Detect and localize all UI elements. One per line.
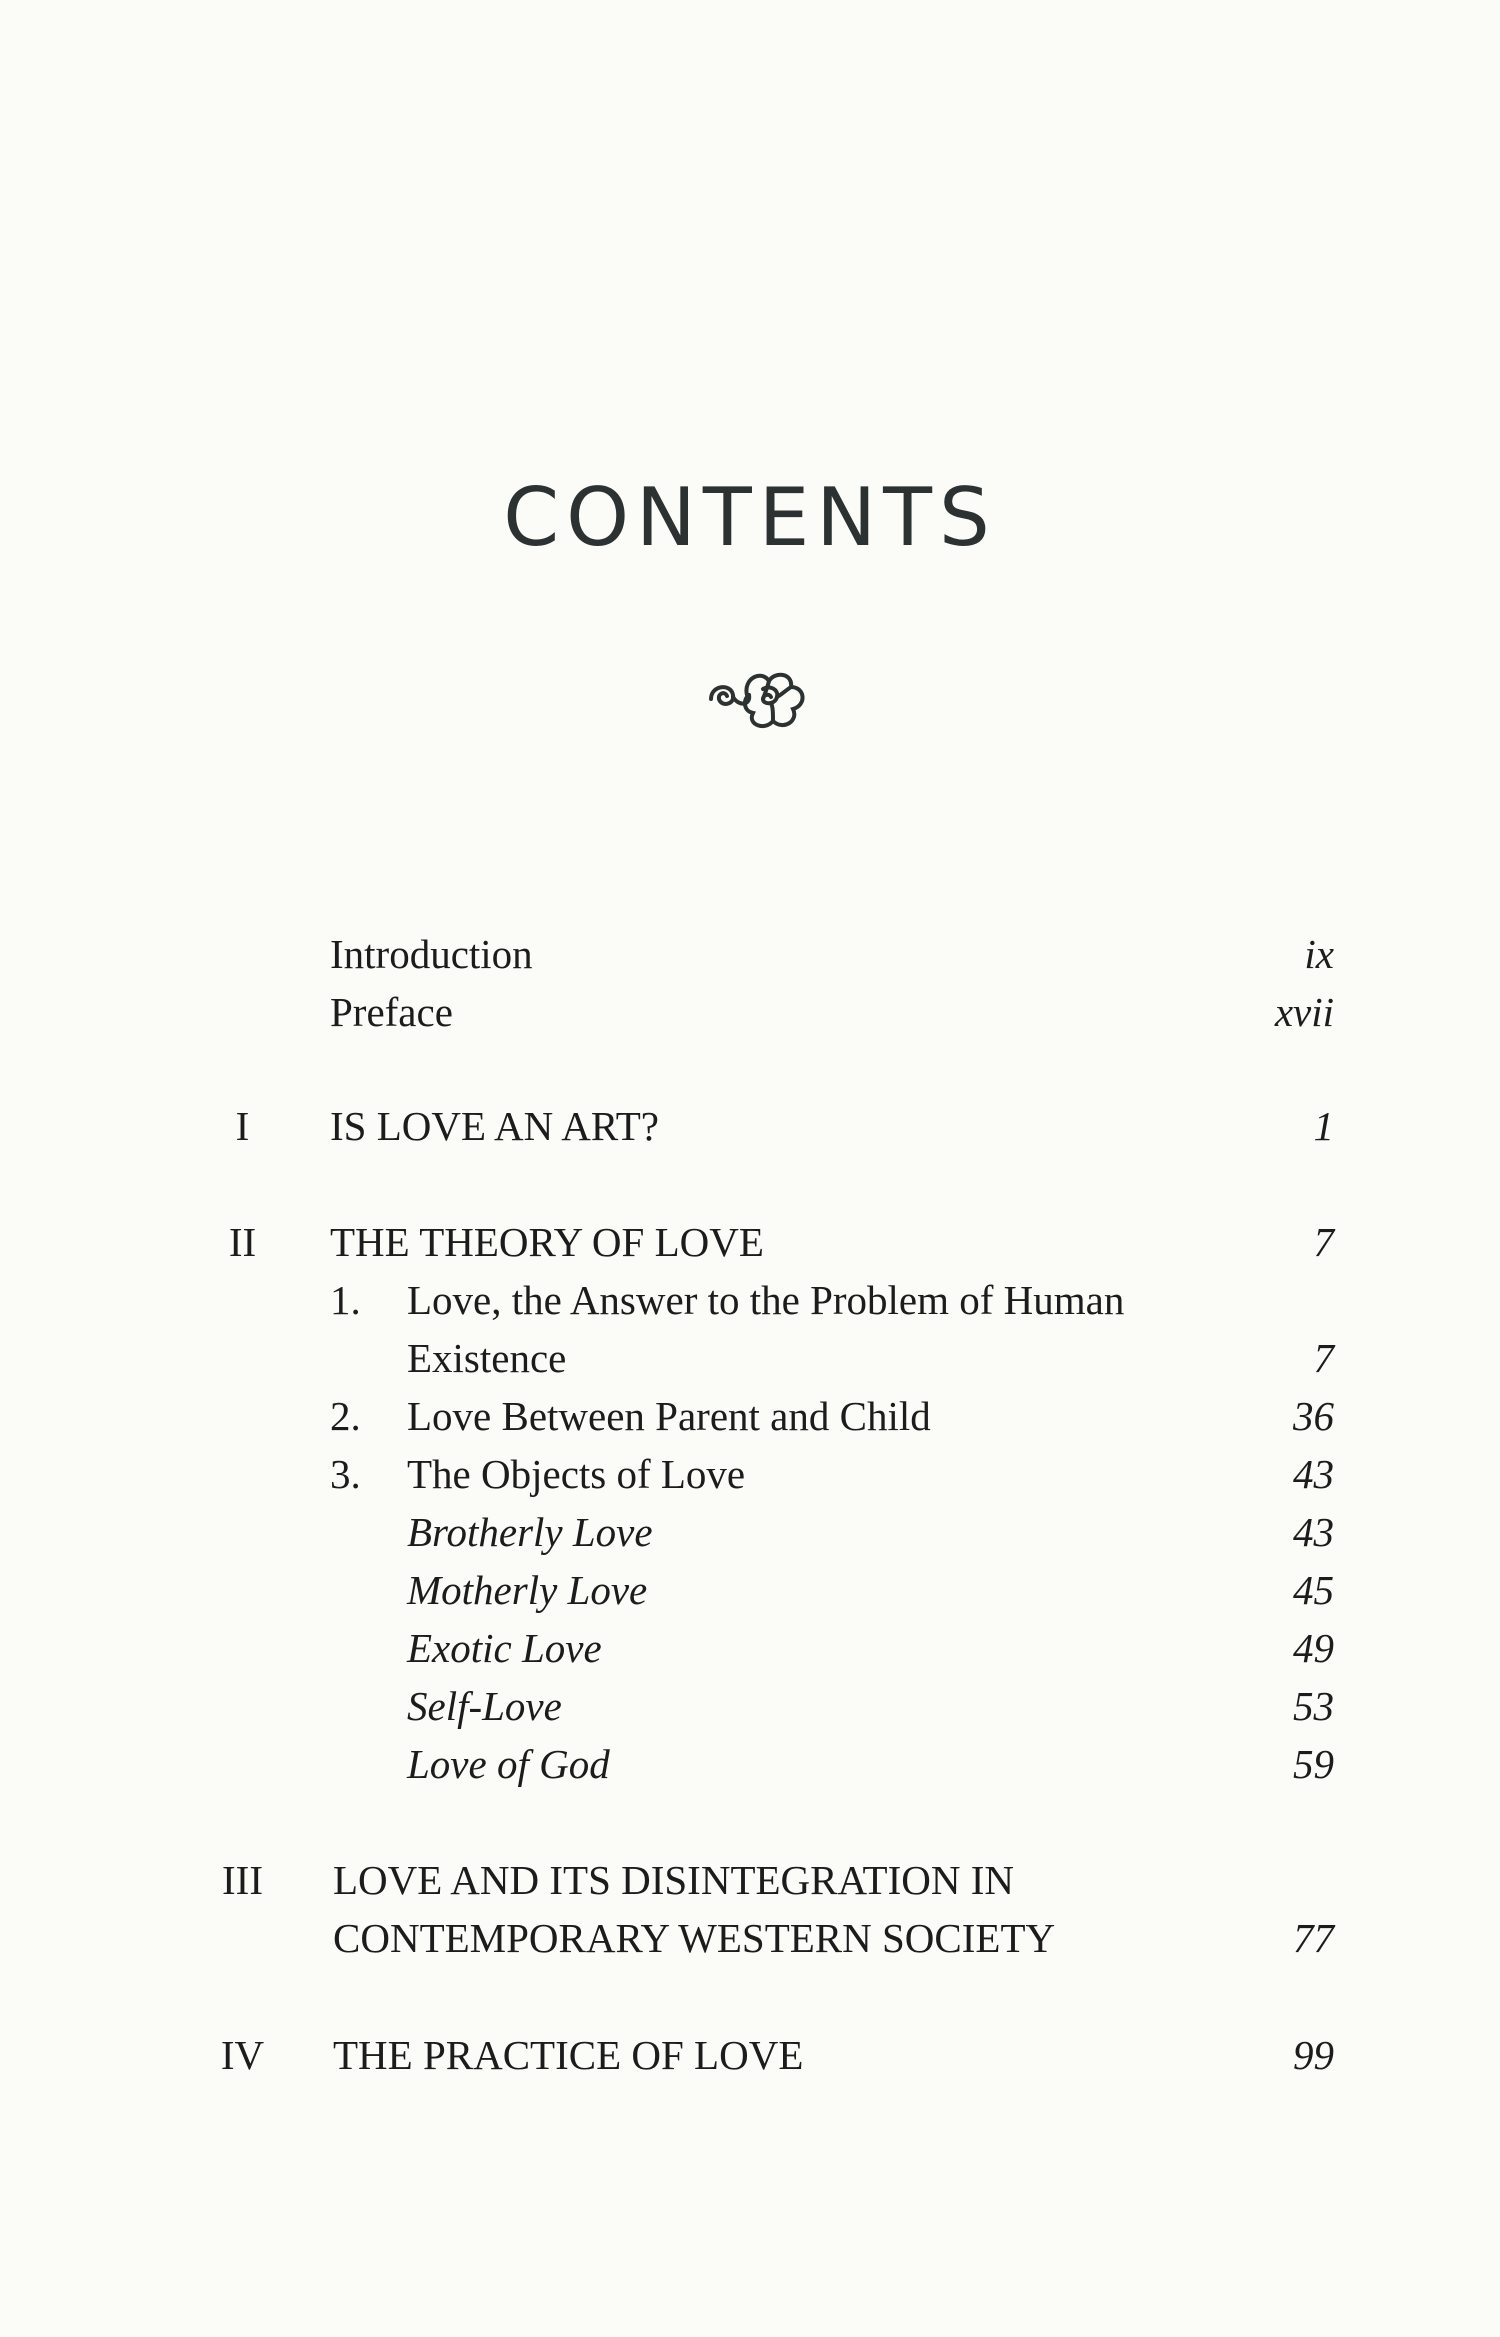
page-number: 7	[1313, 1335, 1334, 1381]
toc-item-label: Introduction	[330, 931, 533, 977]
toc-item-label: Preface	[330, 989, 453, 1035]
toc-subsection-brotherly-love[interactable]: Brotherly Love	[407, 1509, 653, 1555]
toc-section-2-1[interactable]: Love, the Answer to the Problem of Human	[407, 1277, 1125, 1323]
toc-item-preface[interactable]	[330, 983, 453, 1041]
toc-chapter-3[interactable]: LOVE AND ITS DISINTEGRATION IN	[333, 1857, 1014, 1903]
toc-subsection-self-love[interactable]: Self-Love	[407, 1683, 562, 1729]
section-number: 2.	[330, 1393, 361, 1439]
chapter-numeral: II	[228, 1219, 257, 1265]
page-number: 77	[1293, 1915, 1334, 1961]
page-number: 36	[1293, 1393, 1334, 1439]
page-number: 59	[1293, 1741, 1334, 1787]
toc-section-2-1-cont[interactable]: Existence	[407, 1335, 567, 1381]
page-number: 53	[1293, 1683, 1334, 1729]
toc-subsection-love-of-god[interactable]: Love of God	[407, 1741, 610, 1787]
toc-item-introduction[interactable]	[330, 925, 533, 983]
toc-section-2-2[interactable]: Love Between Parent and Child	[407, 1393, 931, 1439]
floral-ornament-icon	[703, 655, 823, 735]
section-number: 1.	[330, 1277, 361, 1323]
page-title: CONTENTS	[503, 471, 997, 564]
page-number: ix	[1304, 931, 1334, 977]
toc-chapter-3-cont[interactable]: CONTEMPORARY WESTERN SOCIETY	[333, 1915, 1056, 1961]
page-number: 43	[1293, 1451, 1334, 1497]
chapter-numeral: IV	[220, 2032, 265, 2078]
section-number: 3.	[330, 1451, 361, 1497]
toc-chapter-2[interactable]: THE THEORY OF LOVE	[330, 1219, 764, 1265]
page-number: 7	[1313, 1219, 1334, 1265]
page-number: 1	[1313, 1103, 1334, 1149]
page-number: xvii	[1274, 989, 1334, 1035]
toc-chapter-1[interactable]: IS LOVE AN ART?	[330, 1103, 659, 1149]
page-number: 45	[1293, 1567, 1334, 1613]
page-number: 99	[1293, 2032, 1334, 2078]
chapter-numeral: I	[235, 1103, 250, 1149]
toc-subsection-motherly-love[interactable]: Motherly Love	[407, 1567, 648, 1613]
page-number: 49	[1293, 1625, 1334, 1671]
toc-section-2-3[interactable]: The Objects of Love	[407, 1451, 746, 1497]
chapter-numeral: III	[222, 1857, 263, 1903]
toc-subsection-exotic-love[interactable]: Exotic Love	[407, 1625, 602, 1671]
toc-chapter-4[interactable]: THE PRACTICE OF LOVE	[333, 2032, 804, 2078]
page-number: 43	[1293, 1509, 1334, 1555]
